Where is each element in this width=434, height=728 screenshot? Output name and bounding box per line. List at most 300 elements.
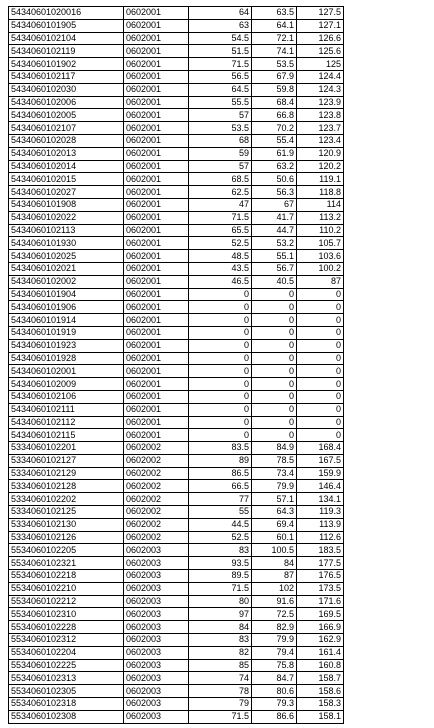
id-cell: 5434060101902 xyxy=(9,58,124,71)
table-row xyxy=(9,122,344,135)
score-a-cell: 80 xyxy=(189,595,252,608)
score-b-cell: 100.5 xyxy=(252,544,297,557)
code-cell: 0602001 xyxy=(124,378,189,391)
table-row xyxy=(9,634,344,647)
id-cell: 5434060102014 xyxy=(9,160,124,173)
total-cell: 120.9 xyxy=(297,147,344,160)
score-b-cell: 74.1 xyxy=(252,45,297,58)
table-body xyxy=(9,7,344,724)
code-cell: 0602001 xyxy=(124,211,189,224)
score-a-cell: 64 xyxy=(189,7,252,20)
score-b-cell: 78.5 xyxy=(252,454,297,467)
code-cell: 0602003 xyxy=(124,582,189,595)
id-cell: 5534060102310 xyxy=(9,608,124,621)
score-a-cell: 0 xyxy=(189,288,252,301)
code-cell: 0602001 xyxy=(124,429,189,442)
table-row xyxy=(9,186,344,199)
score-b-cell: 70.2 xyxy=(252,122,297,135)
id-cell: 5334060102202 xyxy=(9,493,124,506)
id-cell: 5334060102125 xyxy=(9,506,124,519)
id-cell: 5534060102308 xyxy=(9,710,124,723)
code-cell: 0602001 xyxy=(124,326,189,339)
score-b-cell: 56.7 xyxy=(252,262,297,275)
total-cell: 0 xyxy=(297,403,344,416)
id-cell: 5534060102305 xyxy=(9,685,124,698)
table-row xyxy=(9,288,344,301)
table-row xyxy=(9,211,344,224)
total-cell: 110.2 xyxy=(297,224,344,237)
code-cell: 0602001 xyxy=(124,339,189,352)
total-cell: 158.3 xyxy=(297,698,344,711)
code-cell: 0602001 xyxy=(124,160,189,173)
score-a-cell: 52.5 xyxy=(189,531,252,544)
score-b-cell: 64.3 xyxy=(252,506,297,519)
id-cell: 5434060102005 xyxy=(9,109,124,122)
score-a-cell: 53.5 xyxy=(189,122,252,135)
table-row xyxy=(9,544,344,557)
total-cell: 100.2 xyxy=(297,262,344,275)
score-b-cell: 87 xyxy=(252,570,297,583)
total-cell: 0 xyxy=(297,416,344,429)
total-cell: 0 xyxy=(297,352,344,365)
id-cell: 5434060101905 xyxy=(9,19,124,32)
code-cell: 0602003 xyxy=(124,595,189,608)
table-row xyxy=(9,326,344,339)
score-a-cell: 85 xyxy=(189,659,252,672)
code-cell: 0602001 xyxy=(124,45,189,58)
code-cell: 0602001 xyxy=(124,237,189,250)
total-cell: 134.1 xyxy=(297,493,344,506)
table-row xyxy=(9,173,344,186)
code-cell: 0602001 xyxy=(124,32,189,45)
code-cell: 0602003 xyxy=(124,634,189,647)
total-cell: 127.1 xyxy=(297,19,344,32)
score-a-cell: 0 xyxy=(189,365,252,378)
table-row xyxy=(9,608,344,621)
table-row xyxy=(9,32,344,45)
code-cell: 0602001 xyxy=(124,301,189,314)
total-cell: 114 xyxy=(297,198,344,211)
total-cell: 105.7 xyxy=(297,237,344,250)
code-cell: 0602001 xyxy=(124,70,189,83)
id-cell: 5434060101923 xyxy=(9,339,124,352)
table-row xyxy=(9,621,344,634)
score-a-cell: 83.5 xyxy=(189,442,252,455)
score-table xyxy=(8,6,344,724)
score-b-cell: 79.3 xyxy=(252,698,297,711)
total-cell: 0 xyxy=(297,326,344,339)
score-a-cell: 59 xyxy=(189,147,252,160)
table-row xyxy=(9,224,344,237)
total-cell: 167.5 xyxy=(297,454,344,467)
code-cell: 0602001 xyxy=(124,122,189,135)
table-row xyxy=(9,390,344,403)
code-cell: 0602001 xyxy=(124,416,189,429)
code-cell: 0602003 xyxy=(124,685,189,698)
id-cell: 5334060102129 xyxy=(9,467,124,480)
total-cell: 0 xyxy=(297,390,344,403)
code-cell: 0602001 xyxy=(124,58,189,71)
total-cell: 0 xyxy=(297,429,344,442)
total-cell: 87 xyxy=(297,275,344,288)
id-cell: 5434060102113 xyxy=(9,224,124,237)
score-b-cell: 0 xyxy=(252,288,297,301)
score-a-cell: 68.5 xyxy=(189,173,252,186)
table-row xyxy=(9,672,344,685)
table-row xyxy=(9,710,344,723)
code-cell: 0602003 xyxy=(124,570,189,583)
score-a-cell: 86.5 xyxy=(189,467,252,480)
score-b-cell: 0 xyxy=(252,403,297,416)
score-a-cell: 74 xyxy=(189,672,252,685)
score-a-cell: 0 xyxy=(189,314,252,327)
score-b-cell: 84.7 xyxy=(252,672,297,685)
id-cell: 5434060102028 xyxy=(9,134,124,147)
id-cell: 5434060102022 xyxy=(9,211,124,224)
code-cell: 0602002 xyxy=(124,506,189,519)
total-cell: 125 xyxy=(297,58,344,71)
table-row xyxy=(9,582,344,595)
table-row xyxy=(9,262,344,275)
id-cell: 5334060102201 xyxy=(9,442,124,455)
score-b-cell: 0 xyxy=(252,352,297,365)
score-b-cell: 55.4 xyxy=(252,134,297,147)
score-a-cell: 68 xyxy=(189,134,252,147)
table-row xyxy=(9,7,344,20)
table-row xyxy=(9,58,344,71)
total-cell: 123.4 xyxy=(297,134,344,147)
total-cell: 118.8 xyxy=(297,186,344,199)
table-row xyxy=(9,416,344,429)
id-cell: 5534060102228 xyxy=(9,621,124,634)
id-cell: 5534060102212 xyxy=(9,595,124,608)
score-a-cell: 97 xyxy=(189,608,252,621)
id-cell: 5434060102001 xyxy=(9,365,124,378)
score-b-cell: 73.4 xyxy=(252,467,297,480)
total-cell: 171.6 xyxy=(297,595,344,608)
id-cell: 5434060102025 xyxy=(9,250,124,263)
score-b-cell: 75.8 xyxy=(252,659,297,672)
code-cell: 0602003 xyxy=(124,608,189,621)
id-cell: 5434060102106 xyxy=(9,390,124,403)
score-a-cell: 63 xyxy=(189,19,252,32)
total-cell: 160.8 xyxy=(297,659,344,672)
score-b-cell: 0 xyxy=(252,339,297,352)
id-cell: 5434060102104 xyxy=(9,32,124,45)
total-cell: 120.2 xyxy=(297,160,344,173)
id-cell: 5434060102112 xyxy=(9,416,124,429)
total-cell: 0 xyxy=(297,301,344,314)
score-a-cell: 55 xyxy=(189,506,252,519)
score-b-cell: 41.7 xyxy=(252,211,297,224)
code-cell: 0602002 xyxy=(124,531,189,544)
code-cell: 0602001 xyxy=(124,147,189,160)
score-b-cell: 64.1 xyxy=(252,19,297,32)
score-b-cell: 80.6 xyxy=(252,685,297,698)
total-cell: 127.5 xyxy=(297,7,344,20)
table-row xyxy=(9,442,344,455)
total-cell: 124.4 xyxy=(297,70,344,83)
score-b-cell: 72.5 xyxy=(252,608,297,621)
id-cell: 5434060101914 xyxy=(9,314,124,327)
total-cell: 113.9 xyxy=(297,518,344,531)
code-cell: 0602001 xyxy=(124,365,189,378)
score-a-cell: 0 xyxy=(189,352,252,365)
id-cell: 5434060102107 xyxy=(9,122,124,135)
total-cell: 159.9 xyxy=(297,467,344,480)
table-row xyxy=(9,570,344,583)
score-a-cell: 0 xyxy=(189,416,252,429)
table-row xyxy=(9,493,344,506)
code-cell: 0602003 xyxy=(124,672,189,685)
total-cell: 126.6 xyxy=(297,32,344,45)
id-cell: 5334060102130 xyxy=(9,518,124,531)
total-cell: 113.2 xyxy=(297,211,344,224)
score-b-cell: 50.6 xyxy=(252,173,297,186)
score-b-cell: 91.6 xyxy=(252,595,297,608)
score-a-cell: 0 xyxy=(189,378,252,391)
code-cell: 0602001 xyxy=(124,96,189,109)
table-row xyxy=(9,314,344,327)
score-b-cell: 67.9 xyxy=(252,70,297,83)
score-a-cell: 79 xyxy=(189,698,252,711)
table-row xyxy=(9,506,344,519)
id-cell: 5534060102218 xyxy=(9,570,124,583)
score-a-cell: 83 xyxy=(189,544,252,557)
code-cell: 0602001 xyxy=(124,262,189,275)
id-cell: 5534060102205 xyxy=(9,544,124,557)
code-cell: 0602001 xyxy=(124,352,189,365)
id-cell: 5534060102204 xyxy=(9,646,124,659)
table-row xyxy=(9,518,344,531)
code-cell: 0602002 xyxy=(124,442,189,455)
score-a-cell: 43.5 xyxy=(189,262,252,275)
score-b-cell: 0 xyxy=(252,326,297,339)
score-b-cell: 79.4 xyxy=(252,646,297,659)
score-b-cell: 0 xyxy=(252,378,297,391)
score-a-cell: 52.5 xyxy=(189,237,252,250)
score-b-cell: 0 xyxy=(252,365,297,378)
table-row xyxy=(9,250,344,263)
score-a-cell: 84 xyxy=(189,621,252,634)
score-b-cell: 72.1 xyxy=(252,32,297,45)
code-cell: 0602003 xyxy=(124,698,189,711)
score-a-cell: 89 xyxy=(189,454,252,467)
score-b-cell: 67 xyxy=(252,198,297,211)
score-a-cell: 56.5 xyxy=(189,70,252,83)
id-cell: 5434060102030 xyxy=(9,83,124,96)
table-row xyxy=(9,467,344,480)
code-cell: 0602001 xyxy=(124,198,189,211)
table-row xyxy=(9,19,344,32)
table-row xyxy=(9,595,344,608)
score-a-cell: 64.5 xyxy=(189,83,252,96)
id-cell: 5434060102015 xyxy=(9,173,124,186)
score-b-cell: 0 xyxy=(252,314,297,327)
total-cell: 112.6 xyxy=(297,531,344,544)
code-cell: 0602001 xyxy=(124,173,189,186)
table-row xyxy=(9,198,344,211)
id-cell: 5334060102127 xyxy=(9,454,124,467)
id-cell: 5434060102009 xyxy=(9,378,124,391)
table-row xyxy=(9,147,344,160)
id-cell: 5434060102115 xyxy=(9,429,124,442)
code-cell: 0602001 xyxy=(124,224,189,237)
table-row xyxy=(9,83,344,96)
score-b-cell: 0 xyxy=(252,429,297,442)
id-cell: 5434060102002 xyxy=(9,275,124,288)
total-cell: 166.9 xyxy=(297,621,344,634)
score-b-cell: 63.5 xyxy=(252,7,297,20)
table-row xyxy=(9,480,344,493)
score-a-cell: 65.5 xyxy=(189,224,252,237)
code-cell: 0602002 xyxy=(124,493,189,506)
score-a-cell: 82 xyxy=(189,646,252,659)
table-row xyxy=(9,109,344,122)
id-cell: 5434060102027 xyxy=(9,186,124,199)
id-cell: 5534060102210 xyxy=(9,582,124,595)
score-a-cell: 0 xyxy=(189,339,252,352)
score-a-cell: 57 xyxy=(189,109,252,122)
score-a-cell: 71.5 xyxy=(189,710,252,723)
total-cell: 124.3 xyxy=(297,83,344,96)
score-a-cell: 62.5 xyxy=(189,186,252,199)
total-cell: 161.4 xyxy=(297,646,344,659)
total-cell: 123.8 xyxy=(297,109,344,122)
table-row xyxy=(9,160,344,173)
score-a-cell: 44.5 xyxy=(189,518,252,531)
score-b-cell: 57.1 xyxy=(252,493,297,506)
total-cell: 0 xyxy=(297,314,344,327)
score-a-cell: 46.5 xyxy=(189,275,252,288)
code-cell: 0602002 xyxy=(124,467,189,480)
score-b-cell: 84.9 xyxy=(252,442,297,455)
total-cell: 119.1 xyxy=(297,173,344,186)
score-b-cell: 56.3 xyxy=(252,186,297,199)
table-row xyxy=(9,134,344,147)
code-cell: 0602001 xyxy=(124,134,189,147)
total-cell: 158.6 xyxy=(297,685,344,698)
score-a-cell: 0 xyxy=(189,326,252,339)
score-a-cell: 54.5 xyxy=(189,32,252,45)
code-cell: 0602001 xyxy=(124,186,189,199)
score-a-cell: 57 xyxy=(189,160,252,173)
code-cell: 0602002 xyxy=(124,454,189,467)
total-cell: 176.5 xyxy=(297,570,344,583)
table-row xyxy=(9,237,344,250)
score-a-cell: 0 xyxy=(189,390,252,403)
score-b-cell: 60.1 xyxy=(252,531,297,544)
table-row xyxy=(9,659,344,672)
score-a-cell: 89.5 xyxy=(189,570,252,583)
score-b-cell: 53.5 xyxy=(252,58,297,71)
score-a-cell: 77 xyxy=(189,493,252,506)
score-b-cell: 63.2 xyxy=(252,160,297,173)
total-cell: 0 xyxy=(297,365,344,378)
code-cell: 0602003 xyxy=(124,557,189,570)
code-cell: 0602002 xyxy=(124,480,189,493)
score-b-cell: 69.4 xyxy=(252,518,297,531)
code-cell: 0602003 xyxy=(124,544,189,557)
id-cell: 5434060102006 xyxy=(9,96,124,109)
id-cell: 5534060102321 xyxy=(9,557,124,570)
score-b-cell: 66.8 xyxy=(252,109,297,122)
score-b-cell: 53.2 xyxy=(252,237,297,250)
score-a-cell: 93.5 xyxy=(189,557,252,570)
total-cell: 183.5 xyxy=(297,544,344,557)
total-cell: 146.4 xyxy=(297,480,344,493)
table-row xyxy=(9,454,344,467)
table-row xyxy=(9,365,344,378)
score-b-cell: 86.6 xyxy=(252,710,297,723)
score-b-cell: 40.5 xyxy=(252,275,297,288)
score-a-cell: 71.5 xyxy=(189,582,252,595)
table-row xyxy=(9,698,344,711)
total-cell: 169.5 xyxy=(297,608,344,621)
score-a-cell: 71.5 xyxy=(189,58,252,71)
code-cell: 0602001 xyxy=(124,403,189,416)
id-cell: 5434060101928 xyxy=(9,352,124,365)
score-a-cell: 47 xyxy=(189,198,252,211)
total-cell: 158.1 xyxy=(297,710,344,723)
table-row xyxy=(9,352,344,365)
score-a-cell: 55.5 xyxy=(189,96,252,109)
score-a-cell: 51.5 xyxy=(189,45,252,58)
code-cell: 0602001 xyxy=(124,314,189,327)
score-a-cell: 48.5 xyxy=(189,250,252,263)
score-b-cell: 79.9 xyxy=(252,634,297,647)
id-cell: 5434060102013 xyxy=(9,147,124,160)
code-cell: 0602001 xyxy=(124,19,189,32)
id-cell: 5434060102119 xyxy=(9,45,124,58)
score-b-cell: 59.8 xyxy=(252,83,297,96)
id-cell: 5434060101908 xyxy=(9,198,124,211)
total-cell: 103.6 xyxy=(297,250,344,263)
total-cell: 177.5 xyxy=(297,557,344,570)
table-row xyxy=(9,70,344,83)
code-cell: 0602001 xyxy=(124,390,189,403)
id-cell: 5434060101906 xyxy=(9,301,124,314)
score-b-cell: 68.4 xyxy=(252,96,297,109)
total-cell: 0 xyxy=(297,288,344,301)
score-a-cell: 0 xyxy=(189,301,252,314)
table-row xyxy=(9,531,344,544)
code-cell: 0602001 xyxy=(124,83,189,96)
total-cell: 173.5 xyxy=(297,582,344,595)
score-b-cell: 0 xyxy=(252,301,297,314)
score-b-cell: 55.1 xyxy=(252,250,297,263)
table-row xyxy=(9,378,344,391)
id-cell: 5334060102126 xyxy=(9,531,124,544)
score-a-cell: 83 xyxy=(189,634,252,647)
table-row xyxy=(9,429,344,442)
score-b-cell: 84 xyxy=(252,557,297,570)
total-cell: 168.4 xyxy=(297,442,344,455)
code-cell: 0602001 xyxy=(124,275,189,288)
total-cell: 0 xyxy=(297,339,344,352)
score-b-cell: 44.7 xyxy=(252,224,297,237)
table-row xyxy=(9,301,344,314)
code-cell: 0602003 xyxy=(124,621,189,634)
total-cell: 125.6 xyxy=(297,45,344,58)
score-a-cell: 71.5 xyxy=(189,211,252,224)
id-cell: 5434060102021 xyxy=(9,262,124,275)
score-b-cell: 0 xyxy=(252,416,297,429)
id-cell: 5534060102225 xyxy=(9,659,124,672)
total-cell: 119.3 xyxy=(297,506,344,519)
id-cell: 5434060102117 xyxy=(9,70,124,83)
id-cell: 5534060102318 xyxy=(9,698,124,711)
